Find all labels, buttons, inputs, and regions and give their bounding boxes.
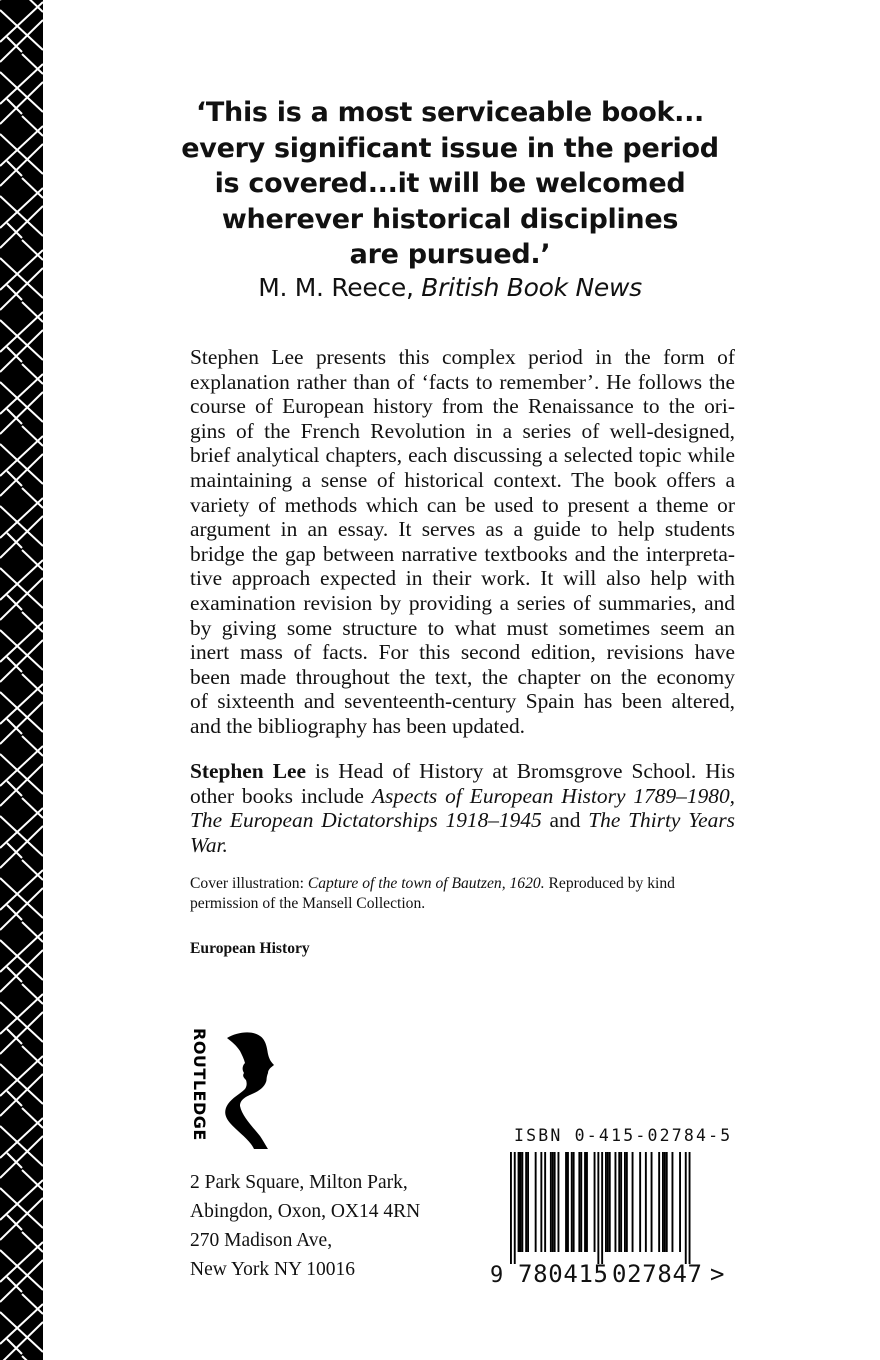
- herringbone-line: [0, 1304, 43, 1344]
- herringbone-line: [22, 1046, 43, 1066]
- barcode-bar: [609, 1152, 611, 1252]
- herringbone-line: [0, 1118, 43, 1158]
- herringbone-line: [0, 1250, 43, 1290]
- quote-attribution: [150, 273, 750, 302]
- quote-line: is covered...it will be welcomed: [214, 168, 686, 199]
- herringbone-line: [0, 630, 43, 670]
- two-faces-r-icon: [212, 1028, 282, 1150]
- barcode-bar: [544, 1152, 546, 1252]
- herringbone-line: [0, 764, 43, 806]
- herringbone-line: [0, 134, 43, 174]
- herringbone-line: [7, 905, 22, 920]
- herringbone-line: [0, 436, 43, 476]
- bio-text: and: [541, 808, 589, 833]
- address-line: 270 Madison Ave,: [190, 1230, 333, 1251]
- description-line: of sixteenth and seventeenth-century Spain has been altered,: [190, 689, 735, 714]
- herringbone-line: [22, 984, 43, 1004]
- book-title: The Thirty Years: [588, 808, 735, 833]
- review-source: British Book News: [421, 273, 642, 302]
- herringbone-line: [0, 816, 43, 856]
- herringbone-line: [0, 1198, 43, 1240]
- herringbone-line: [7, 1277, 22, 1292]
- herringbone-line: [0, 444, 43, 484]
- barcode-bar: [672, 1152, 674, 1252]
- barcode-bar: [615, 1152, 617, 1252]
- herringbone-line: [22, 860, 43, 880]
- herringbone-line: [7, 161, 22, 176]
- herringbone-line: [0, 330, 43, 372]
- herringbone-line: [0, 392, 43, 434]
- herringbone-line: [0, 702, 43, 744]
- barcode-bar: [620, 1152, 622, 1252]
- description-line: bridge the gap between narrative textbooks and the interpreta-: [190, 541, 735, 566]
- herringbone-line: [22, 1294, 43, 1314]
- barcode-bar: [639, 1152, 641, 1252]
- bio-line: [190, 759, 735, 784]
- book-title: War.: [190, 832, 228, 857]
- description-line: been made throughout the text, the chapter on the economy: [190, 664, 735, 689]
- herringbone-line: [7, 967, 22, 982]
- herringbone-line: [0, 64, 43, 104]
- herringbone-line: [0, 1002, 43, 1042]
- barcode-bar: [520, 1152, 522, 1252]
- description-line: examination revision by providing a series of summaries, and: [190, 590, 735, 615]
- herringbone-line: [22, 116, 43, 136]
- herringbone-line: [7, 1339, 22, 1354]
- description-line: argument in an essay. It serves as a guide to help students: [190, 517, 735, 542]
- routledge-logo: [190, 1028, 280, 1148]
- description-line: inert mass of facts. For this second edition, revisions have: [190, 640, 735, 665]
- description-line: by giving some structure to what must sometimes seem an: [190, 615, 735, 640]
- barcode-left-digits: 780415: [518, 1260, 608, 1287]
- herringbone-line: [0, 684, 43, 724]
- herringbone-line: [0, 320, 43, 360]
- herringbone-line: [0, 1126, 43, 1166]
- herringbone-line: [0, 1312, 43, 1352]
- herringbone-line: [7, 1091, 22, 1106]
- herringbone-line: [0, 932, 43, 972]
- herringbone-line: [22, 1356, 43, 1360]
- barcode-bar: [584, 1152, 586, 1252]
- address-line: Abingdon, Oxon, OX14 4RN: [190, 1201, 421, 1222]
- herringbone-pattern: [0, 0, 43, 1360]
- book-description: [190, 345, 735, 739]
- herringbone-line: [0, 2, 43, 42]
- barcode-quiet-zone-marker: >: [710, 1260, 725, 1287]
- barcode-bar: [607, 1152, 609, 1252]
- herringbone-line: [7, 1215, 22, 1230]
- author-bio: [190, 759, 735, 857]
- barcode-bar: [632, 1152, 634, 1252]
- address-line: New York NY 10016: [190, 1259, 356, 1280]
- barcode-bar: [658, 1152, 660, 1252]
- herringbone-line: [0, 258, 43, 298]
- barcode-bar: [605, 1152, 607, 1252]
- barcode-bar: [689, 1152, 691, 1264]
- herringbone-line: [7, 285, 22, 300]
- bio-text: is Head of History at Bromsgrove School. His: [305, 759, 735, 783]
- barcode-bar: [573, 1152, 575, 1252]
- barcode-bar: [586, 1152, 588, 1252]
- herringbone-line: [0, 1242, 43, 1282]
- address-line: 2 Park Square, Milton Park,: [190, 1172, 408, 1193]
- herringbone-line: [22, 550, 43, 570]
- quote-line: every significant issue in the period: [181, 132, 719, 164]
- barcode-right-digits: 027847: [612, 1260, 702, 1287]
- herringbone-line: [0, 826, 43, 868]
- herringbone-line: [7, 347, 22, 362]
- herringbone-line: [0, 746, 43, 786]
- herringbone-line: [0, 1012, 43, 1054]
- barcode-bar: [666, 1152, 668, 1252]
- herringbone-line: [0, 516, 43, 558]
- book-title: The European Dictatorships 1918–1945: [190, 808, 542, 833]
- description-line: and the bibliography has been updated.: [190, 713, 526, 738]
- barcode-bar: [571, 1152, 573, 1252]
- herringbone-line: [7, 719, 22, 734]
- barcode-bar: [645, 1152, 647, 1252]
- herringbone-line: [0, 1056, 43, 1096]
- herringbone-line: [0, 82, 43, 124]
- barcode-bar: [521, 1152, 523, 1252]
- barcode-bar: [558, 1152, 560, 1252]
- herringbone-line: [0, 622, 43, 662]
- barcode-bar: [514, 1152, 516, 1264]
- herringbone-line: [0, 878, 43, 918]
- book-title: Aspects of European History 1789–1980,: [371, 783, 736, 808]
- description-line: variety of methods which can be used to present a theme or: [190, 492, 735, 517]
- herringbone-line: [7, 1029, 22, 1044]
- herringbone-line: [22, 364, 43, 384]
- herringbone-line: [0, 754, 43, 794]
- barcode-bar: [510, 1152, 512, 1264]
- herringbone-line: [0, 312, 43, 352]
- herringbone-line: [7, 471, 22, 486]
- herringbone-line: [22, 674, 43, 694]
- barcode-bar: [624, 1152, 626, 1252]
- barcode-bar: [550, 1152, 552, 1252]
- herringbone-line: [0, 578, 43, 620]
- barcode-bar: [685, 1152, 687, 1264]
- barcode-graphic: [490, 1152, 750, 1287]
- barcode-bar: [618, 1152, 620, 1252]
- barcode-bar: [518, 1152, 520, 1252]
- herringbone-line: [22, 302, 43, 322]
- subject-category: European History: [190, 940, 310, 957]
- herringbone-line: [0, 1064, 43, 1104]
- barcode-bar: [527, 1152, 529, 1252]
- author-name: Stephen Lee: [190, 759, 306, 783]
- quote-line: are pursued.’: [349, 239, 551, 270]
- herringbone-line: [0, 1260, 43, 1302]
- description-line: Stephen Lee presents this complex period in the form of: [190, 345, 735, 369]
- quote-line: wherever historical disciplines: [221, 203, 679, 235]
- barcode-bar: [565, 1152, 567, 1252]
- description-line: tive approach expected in their work. It will also help with: [190, 566, 735, 591]
- description-line: course of European history from the Renaissance to the ori-: [190, 394, 735, 419]
- herringbone-line: [0, 72, 43, 112]
- barcode-bar: [664, 1152, 666, 1252]
- herringbone-line: [22, 426, 43, 446]
- herringbone-line: [0, 1074, 43, 1116]
- herringbone-line: [7, 781, 22, 796]
- illustration-title: Capture of the town of Bautzen, 1620.: [307, 875, 545, 892]
- herringbone-line: [22, 1232, 43, 1252]
- herringbone-line: [22, 1108, 43, 1128]
- publisher-logo-text: ROUTLEDGE: [190, 1028, 209, 1141]
- barcode-bar: [554, 1152, 556, 1252]
- herringbone-line: [0, 640, 43, 682]
- herringbone-line: [0, 692, 43, 732]
- herringbone-line: [0, 10, 43, 50]
- herringbone-line: [0, 206, 43, 248]
- herringbone-line: [22, 178, 43, 198]
- herringbone-line: [0, 1188, 43, 1228]
- herringbone-line: [0, 506, 43, 546]
- herringbone-line: [22, 612, 43, 632]
- review-quote: [150, 95, 750, 273]
- herringbone-line: [0, 1180, 43, 1220]
- description-line: gins of the French Revolution in a series of well-designed,: [190, 418, 735, 443]
- herringbone-line: [0, 382, 43, 422]
- herringbone-border-strip: [0, 0, 43, 1360]
- herringbone-line: [22, 54, 43, 74]
- barcode-bar: [578, 1152, 580, 1252]
- herringbone-line: [0, 454, 43, 496]
- barcode-bar: [540, 1152, 542, 1252]
- credit-text: permission of the Mansell Collection.: [190, 895, 426, 912]
- herringbone-line: [0, 250, 43, 290]
- isbn-label: ISBN 0-415-02784-5: [514, 1126, 733, 1145]
- barcode-bar: [552, 1152, 554, 1252]
- herringbone-line: [0, 268, 43, 310]
- reviewer-name: M. M. Reece,: [258, 273, 422, 302]
- herringbone-line: [0, 144, 43, 186]
- herringbone-line: [22, 736, 43, 756]
- barcode-bar: [601, 1152, 603, 1264]
- description-line: maintaining a sense of historical context. The book offers a: [190, 467, 735, 492]
- herringbone-line: [7, 37, 22, 52]
- herringbone-line: [0, 374, 43, 414]
- bio-text: other books include: [190, 783, 372, 808]
- herringbone-line: [7, 843, 22, 858]
- barcode-bar: [525, 1152, 527, 1252]
- bio-line: [190, 833, 735, 858]
- barcode-bar: [535, 1152, 537, 1252]
- herringbone-line: [22, 922, 43, 942]
- barcode-first-digit: 9: [490, 1263, 504, 1287]
- barcode-bar: [567, 1152, 569, 1252]
- herringbone-line: [0, 888, 43, 930]
- barcode-bar: [679, 1152, 681, 1252]
- herringbone-line: [22, 488, 43, 508]
- herringbone-line: [0, 994, 43, 1034]
- barcode-bar: [662, 1152, 664, 1252]
- barcode-bar: [594, 1152, 596, 1252]
- herringbone-line: [7, 595, 22, 610]
- herringbone-line: [0, 940, 43, 980]
- herringbone-line: [22, 1170, 43, 1190]
- herringbone-line: [0, 560, 43, 600]
- herringbone-line: [0, 568, 43, 608]
- credit-prefix: Cover illustration:: [190, 875, 308, 892]
- barcode-bar: [580, 1152, 582, 1252]
- herringbone-line: [7, 99, 22, 114]
- herringbone-line: [0, 498, 43, 538]
- credit-text: Reproduced by kind: [544, 875, 675, 892]
- herringbone-line: [0, 870, 43, 910]
- herringbone-line: [0, 126, 43, 166]
- description-line: explanation rather than of ‘facts to remember’. He follows the: [190, 369, 735, 394]
- herringbone-line: [0, 20, 43, 62]
- herringbone-line: [0, 1136, 43, 1178]
- herringbone-line: [22, 240, 43, 260]
- quote-line: ‘This is a most serviceable book...: [195, 97, 705, 128]
- herringbone-line: [7, 533, 22, 548]
- herringbone-line: [0, 808, 43, 848]
- barcode-bar: [626, 1152, 628, 1252]
- herringbone-line: [0, 950, 43, 992]
- herringbone-line: [0, 196, 43, 236]
- description-line: brief analytical chapters, each discussing a selected topic while: [190, 443, 735, 468]
- barcode-bar: [597, 1152, 599, 1264]
- herringbone-line: [7, 409, 22, 424]
- bio-line: [190, 808, 735, 833]
- cover-illustration-credit: [190, 874, 735, 914]
- barcode-bar: [651, 1152, 653, 1252]
- ean13-barcode: [490, 1152, 750, 1287]
- herringbone-line: [7, 223, 22, 238]
- publisher-address: [190, 1168, 420, 1284]
- herringbone-line: [0, 188, 43, 228]
- bio-line: [190, 784, 735, 809]
- herringbone-line: [7, 1153, 22, 1168]
- herringbone-line: [22, 798, 43, 818]
- herringbone-line: [7, 657, 22, 672]
